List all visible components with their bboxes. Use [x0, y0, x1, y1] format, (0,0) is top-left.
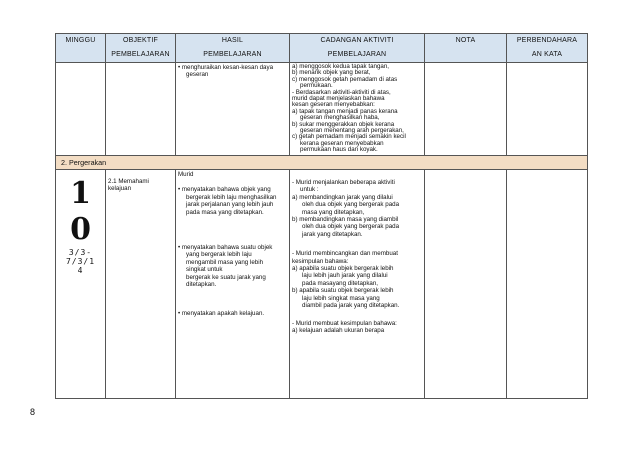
text-line: b) membandingkan masa yang diambil: [292, 216, 399, 224]
text-line: a) apabila suatu objek bergerak lebih: [292, 265, 394, 273]
section-row: [56, 156, 588, 170]
text-line: a) kelajuan adalah ukuran berapa: [292, 326, 385, 334]
text-line: • menyatakan bahawa suatu objek: [178, 244, 273, 252]
cell-nota: [425, 170, 507, 399]
text-line: jarak yang ditetapkan.: [302, 230, 363, 238]
cell-perbendaharaan-kata: [507, 63, 588, 156]
text-line: singkat untuk: [186, 266, 223, 274]
text-line: kesimpulan bahawa:: [292, 257, 349, 265]
text-line: murid dapat menjelaskan bahawa: [292, 95, 385, 103]
week-number-digit: 0: [70, 212, 91, 247]
page-number: 8: [30, 407, 36, 417]
text-line: geseran menentang arah pergerakan,: [300, 127, 404, 135]
table-row: [56, 170, 588, 399]
cell-nota: [425, 63, 507, 156]
header-nota: NOTA: [425, 34, 507, 63]
text-line: mengambil masa yang lebih: [186, 258, 264, 266]
text-line: yang bergerak lebih laju: [186, 251, 252, 259]
text-line: b) menarik objek yang berat,: [292, 69, 371, 77]
cell-minggu: [56, 63, 106, 156]
week-date: 3/3-: [68, 248, 93, 257]
week-number-digit: 1: [70, 176, 91, 211]
text-line: laju lebih jauh jarak yang dilalui: [302, 272, 388, 280]
text-line: ditetapkan.: [186, 281, 217, 289]
cell-perbendaharaan-kata: [507, 170, 588, 399]
cell-objektif: [106, 63, 176, 156]
cell-hasil: [176, 63, 290, 156]
header-hasil: HASIL PEMBELAJARAN: [176, 34, 290, 63]
week-date: 4: [77, 266, 84, 275]
week-date: 7/3/1: [65, 257, 96, 266]
text-line: c) getah pemadam menjadi semakin kecil: [292, 133, 406, 141]
text-line: • menyatakan apakah kelajuan.: [178, 310, 265, 318]
text-line: laju lebih singkat masa yang: [302, 294, 380, 302]
text-line: untuk :: [300, 186, 319, 194]
text-line: 2.1 Memahami: [108, 178, 149, 185]
text-line: bergerak lebih laju menghasilkan: [186, 193, 277, 201]
header-row: [56, 34, 588, 63]
text-line: jarak perjalanan yang lebih jauh: [186, 201, 274, 209]
text-line: a) tapak tangan menjadi panas kerana: [292, 107, 398, 115]
text-line: a) menggosok kedua tapak tangan,: [292, 63, 390, 70]
header-perbendaharaan-kata: PERBENDAHARA AN KATA: [507, 34, 588, 63]
cell-objektif: [106, 170, 176, 399]
text-line: - Murid menjalankan beberapa aktiviti: [292, 179, 395, 186]
text-line: pada masayang ditetapkan,: [302, 279, 379, 287]
text-line: bergerak ke suatu jarak yang: [186, 273, 266, 281]
header-minggu: MINGGU: [56, 34, 106, 63]
cell-hasil: [176, 170, 290, 399]
text-line: • menghuraikan kesan-kesan daya: [178, 64, 274, 71]
text-line: - Murid membincangkan dan membuat: [292, 250, 398, 258]
text-line: b) apabila suatu objek bergerak lebih: [292, 287, 394, 295]
text-line: masa yang ditetapkan,: [302, 208, 365, 216]
cell-minggu: [56, 170, 106, 399]
text-line: - Murid membuat kesimpulan bahawa:: [292, 319, 397, 327]
text-line: geseran menghasilkan haba,: [300, 114, 380, 122]
text-line: diambil pada jarak yang ditetapkan.: [302, 302, 400, 310]
text-line: kesan geseran menyebabkan:: [292, 101, 375, 109]
text-line: permukaan.: [300, 82, 333, 90]
header-objektif: OBJEKTIF PEMBELAJARAN: [106, 34, 176, 63]
text-line: b) sukar menggerakkan objek kerana: [292, 120, 395, 128]
text-line: • menyatakan bahawa objek yang: [178, 186, 271, 194]
cell-aktiviti: [290, 170, 425, 399]
header-aktiviti: CADANGAN AKTIVITI PEMBELAJARAN: [290, 34, 425, 63]
text-line: permukaan haus dan koyak.: [300, 146, 378, 154]
cell-aktiviti: [290, 63, 425, 156]
text-line: - Berdasarkan aktiviti-aktiviti di atas,: [292, 88, 391, 96]
lesson-plan-table: [55, 33, 588, 399]
section-title: 2. Pergerakan: [56, 156, 588, 170]
text-line: kelajuan: [108, 185, 132, 193]
table-row: [56, 63, 588, 156]
text-line: a) membandingkan jarak yang dilalui: [292, 193, 393, 201]
text-line: oleh dua objek yang bergerak pada: [302, 223, 400, 231]
text-line: c) menggosok getah pemadam di atas: [292, 75, 398, 83]
text-line: pada masa yang ditetapkan.: [186, 208, 264, 216]
text-line: Murid: [178, 171, 194, 178]
text-line: oleh dua objek yang bergerak pada: [302, 201, 400, 209]
text-line: geseran: [186, 71, 209, 79]
text-line: kerana geseran menyebabkan: [300, 139, 384, 147]
